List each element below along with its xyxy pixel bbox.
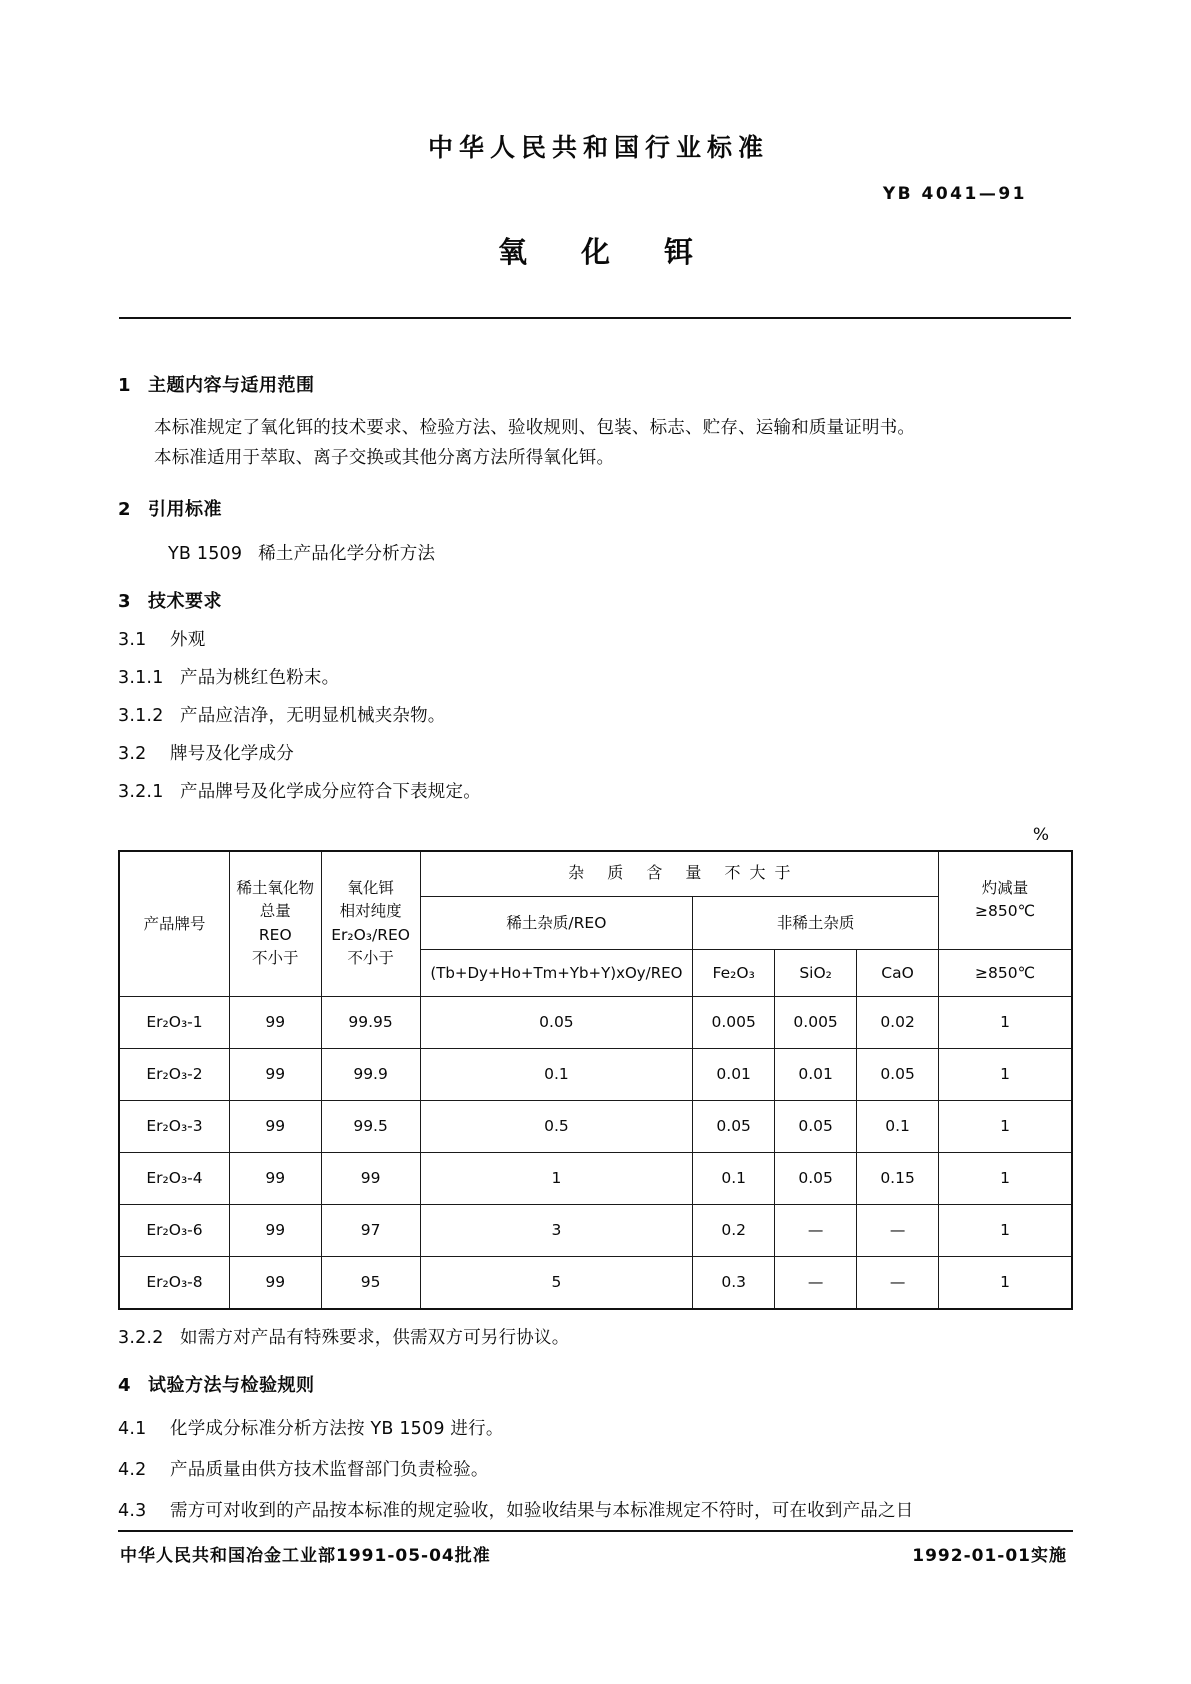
clause-4-1-text: 化学成分标准分析方法按 YB 1509 进行。 bbox=[170, 1418, 504, 1439]
th-impurity-span bbox=[420, 851, 938, 897]
section-heading-3 bbox=[118, 587, 1073, 613]
cell-re-impurity: 5 bbox=[420, 1256, 693, 1309]
chemical-composition-table bbox=[118, 850, 1073, 1310]
cell-grade: Er₂O₃-1 bbox=[119, 996, 230, 1048]
cell-loss: 1 bbox=[939, 1048, 1072, 1100]
section-heading-4 bbox=[118, 1371, 1073, 1397]
section-2-title: 引用标准 bbox=[148, 498, 222, 520]
section-heading-1 bbox=[118, 371, 1073, 397]
issuing-organization: 中华人民共和国行业标准 bbox=[427, 133, 769, 162]
cell-re-impurity: 0.05 bbox=[420, 996, 693, 1048]
th-relative-purity bbox=[321, 851, 420, 997]
cell-reo: 99 bbox=[230, 1256, 321, 1309]
table-header-row-1 bbox=[119, 851, 1072, 897]
th-non-re-impurity: 非稀土杂质 bbox=[693, 896, 939, 949]
table-row bbox=[119, 1204, 1072, 1256]
footer-approval-text: 中华人民共和国冶金工业部1991-05-04批准 bbox=[120, 1546, 491, 1566]
cell-sio2: — bbox=[775, 1204, 857, 1256]
clause-3-2-1 bbox=[118, 778, 1073, 803]
table-row bbox=[119, 1256, 1072, 1309]
page-title: 氧化铒 bbox=[497, 235, 747, 269]
cell-grade: Er₂O₃-6 bbox=[119, 1204, 230, 1256]
cell-fe2o3: 0.005 bbox=[693, 996, 775, 1048]
th-sio2: SiO₂ bbox=[775, 949, 857, 996]
th-reo-total-line2: 总量 bbox=[259, 902, 291, 921]
th-reo-total bbox=[230, 851, 321, 997]
table-row bbox=[119, 1100, 1072, 1152]
clause-3-2-text: 牌号及化学成分 bbox=[170, 743, 294, 764]
clause-4-2-number: 4.2 bbox=[118, 1459, 147, 1480]
cell-loss: 1 bbox=[939, 1204, 1072, 1256]
cell-loss: 1 bbox=[939, 1152, 1072, 1204]
cell-purity: 99.5 bbox=[321, 1100, 420, 1152]
cell-fe2o3: 0.05 bbox=[693, 1100, 775, 1152]
th-re-impurity-formula-text: (Tb+Dy+Ho+Tm+Yb+Y)xOy/REO bbox=[430, 963, 683, 982]
th-purity-line2: 相对纯度 bbox=[339, 902, 402, 921]
cell-cao: — bbox=[857, 1204, 939, 1256]
cell-fe2o3: 0.2 bbox=[693, 1204, 775, 1256]
section-4-number: 4 bbox=[118, 1374, 132, 1396]
clause-4-2-text: 产品质量由供方技术监督部门负责检验。 bbox=[170, 1459, 489, 1480]
cell-grade: Er₂O₃-8 bbox=[119, 1256, 230, 1309]
th-re-impurity: 稀土杂质/REO bbox=[420, 896, 693, 949]
th-ignition-loss-line2: ≥850℃ bbox=[975, 902, 1036, 921]
cell-fe2o3: 0.3 bbox=[693, 1256, 775, 1309]
clause-4-3-number: 4.3 bbox=[118, 1500, 147, 1521]
referenced-standard-code: YB 1509 bbox=[168, 543, 243, 564]
footer-row bbox=[118, 1541, 1073, 1566]
clause-4-2 bbox=[118, 1456, 1073, 1481]
cell-sio2: 0.005 bbox=[775, 996, 857, 1048]
table-row bbox=[119, 996, 1072, 1048]
th-ignition-loss-limit: ≥850℃ bbox=[939, 949, 1072, 996]
cell-reo: 99 bbox=[230, 1152, 321, 1204]
cell-grade: Er₂O₃-4 bbox=[119, 1152, 230, 1204]
clause-3-1-2-number: 3.1.2 bbox=[118, 705, 164, 726]
cell-cao: 0.02 bbox=[857, 996, 939, 1048]
clause-3-2-number: 3.2 bbox=[118, 743, 147, 764]
clause-3-2-2-text: 如需方对产品有特殊要求，供需双方可另行协议。 bbox=[180, 1327, 570, 1348]
th-purity-line3: Er₂O₃/REO bbox=[331, 925, 410, 944]
cell-purity: 95 bbox=[321, 1256, 420, 1309]
section-3-title: 技术要求 bbox=[148, 590, 222, 612]
clause-3-2 bbox=[118, 740, 1073, 765]
cell-re-impurity: 0.1 bbox=[420, 1048, 693, 1100]
cell-grade: Er₂O₃-3 bbox=[119, 1100, 230, 1152]
clause-3-1-2 bbox=[118, 702, 1073, 727]
cell-loss: 1 bbox=[939, 1100, 1072, 1152]
cell-purity: 99 bbox=[321, 1152, 420, 1204]
cell-reo: 99 bbox=[230, 996, 321, 1048]
cell-fe2o3: 0.01 bbox=[693, 1048, 775, 1100]
cell-loss: 1 bbox=[939, 1256, 1072, 1309]
section-2-number: 2 bbox=[118, 498, 132, 520]
cell-sio2: 0.01 bbox=[775, 1048, 857, 1100]
th-re-impurity-formula bbox=[420, 949, 693, 996]
cell-purity: 97 bbox=[321, 1204, 420, 1256]
cell-re-impurity: 1 bbox=[420, 1152, 693, 1204]
th-impurity-span-label: 杂 质 含 量 不大于 bbox=[568, 863, 800, 883]
cell-fe2o3: 0.1 bbox=[693, 1152, 775, 1204]
clause-4-3 bbox=[118, 1497, 1073, 1522]
clause-3-1 bbox=[118, 626, 1073, 651]
section-heading-2 bbox=[118, 495, 1073, 521]
section-1-paragraph-2: 本标准适用于萃取、离子交换或其他分离方法所得氧化铒。 bbox=[154, 448, 615, 469]
cell-purity: 99.95 bbox=[321, 996, 420, 1048]
th-fe2o3: Fe₂O₃ bbox=[693, 949, 775, 996]
cell-cao: 0.1 bbox=[857, 1100, 939, 1152]
cell-re-impurity: 3 bbox=[420, 1204, 693, 1256]
standard-code-line bbox=[118, 184, 1073, 204]
cell-sio2: 0.05 bbox=[775, 1152, 857, 1204]
clause-4-3-text: 需方可对收到的产品按本标准的规定验收，如验收结果与本标准规定不符时，可在收到产品之日 bbox=[170, 1500, 914, 1521]
cell-reo: 99 bbox=[230, 1048, 321, 1100]
clause-3-2-2-number: 3.2.2 bbox=[118, 1327, 164, 1348]
cell-sio2: 0.05 bbox=[775, 1100, 857, 1152]
cell-reo: 99 bbox=[230, 1204, 321, 1256]
footer-effective-date: 1992-01-01实施 bbox=[912, 1546, 1067, 1566]
clause-4-1-number: 4.1 bbox=[118, 1418, 147, 1439]
cell-grade: Er₂O₃-2 bbox=[119, 1048, 230, 1100]
footer-divider bbox=[118, 1530, 1073, 1532]
clause-3-1-number: 3.1 bbox=[118, 629, 147, 650]
cell-loss: 1 bbox=[939, 996, 1072, 1048]
th-reo-total-line4: 不小于 bbox=[252, 948, 299, 967]
th-cao: CaO bbox=[857, 949, 939, 996]
clause-4-1 bbox=[118, 1415, 1073, 1440]
referenced-standard bbox=[118, 540, 1073, 565]
section-3-number: 3 bbox=[118, 590, 132, 612]
clause-3-2-1-number: 3.2.1 bbox=[118, 781, 164, 802]
document-header bbox=[118, 0, 1073, 319]
th-purity-line4: 不小于 bbox=[347, 948, 394, 967]
th-purity-line1: 氧化铒 bbox=[347, 879, 394, 898]
page-footer bbox=[118, 1530, 1073, 1566]
section-4-title: 试验方法与检验规则 bbox=[148, 1374, 315, 1396]
section-1-number: 1 bbox=[118, 375, 132, 396]
table-unit-symbol: % bbox=[1032, 824, 1049, 845]
th-reo-total-line3: REO bbox=[258, 925, 292, 944]
cell-sio2: — bbox=[775, 1256, 857, 1309]
cell-cao: — bbox=[857, 1256, 939, 1309]
document-body bbox=[118, 319, 1073, 1522]
th-ignition-loss bbox=[939, 851, 1072, 950]
section-1-paragraph-1: 本标准规定了氧化铒的技术要求、检验方法、验收规则、包装、标志、贮存、运输和质量证明书。 bbox=[154, 418, 916, 438]
clause-3-1-2-text: 产品应洁净，无明显机械夹杂物。 bbox=[180, 705, 446, 726]
th-ignition-loss-line1: 灼减量 bbox=[981, 878, 1029, 897]
cell-reo: 99 bbox=[230, 1100, 321, 1152]
cell-re-impurity: 0.5 bbox=[420, 1100, 693, 1152]
th-reo-total-line1: 稀土氧化物 bbox=[236, 879, 315, 898]
clause-3-2-1-text: 产品牌号及化学成分应符合下表规定。 bbox=[180, 781, 481, 802]
clause-3-1-1-number: 3.1.1 bbox=[118, 667, 164, 688]
cell-cao: 0.15 bbox=[857, 1152, 939, 1204]
cell-purity: 99.9 bbox=[321, 1048, 420, 1100]
cell-cao: 0.05 bbox=[857, 1048, 939, 1100]
clause-3-1-1 bbox=[118, 664, 1073, 689]
referenced-standard-name: 稀土产品化学分析方法 bbox=[258, 543, 436, 564]
table-row bbox=[119, 1048, 1072, 1100]
th-grade: 产品牌号 bbox=[119, 851, 230, 997]
standard-code: YB 4041—91 bbox=[882, 184, 1027, 204]
clause-3-1-text: 外观 bbox=[170, 629, 206, 650]
clause-3-2-2 bbox=[118, 1324, 1073, 1349]
section-1-title: 主题内容与适用范围 bbox=[148, 375, 315, 396]
clause-3-1-1-text: 产品为桃红色粉末。 bbox=[180, 667, 340, 688]
table-row bbox=[119, 1152, 1072, 1204]
